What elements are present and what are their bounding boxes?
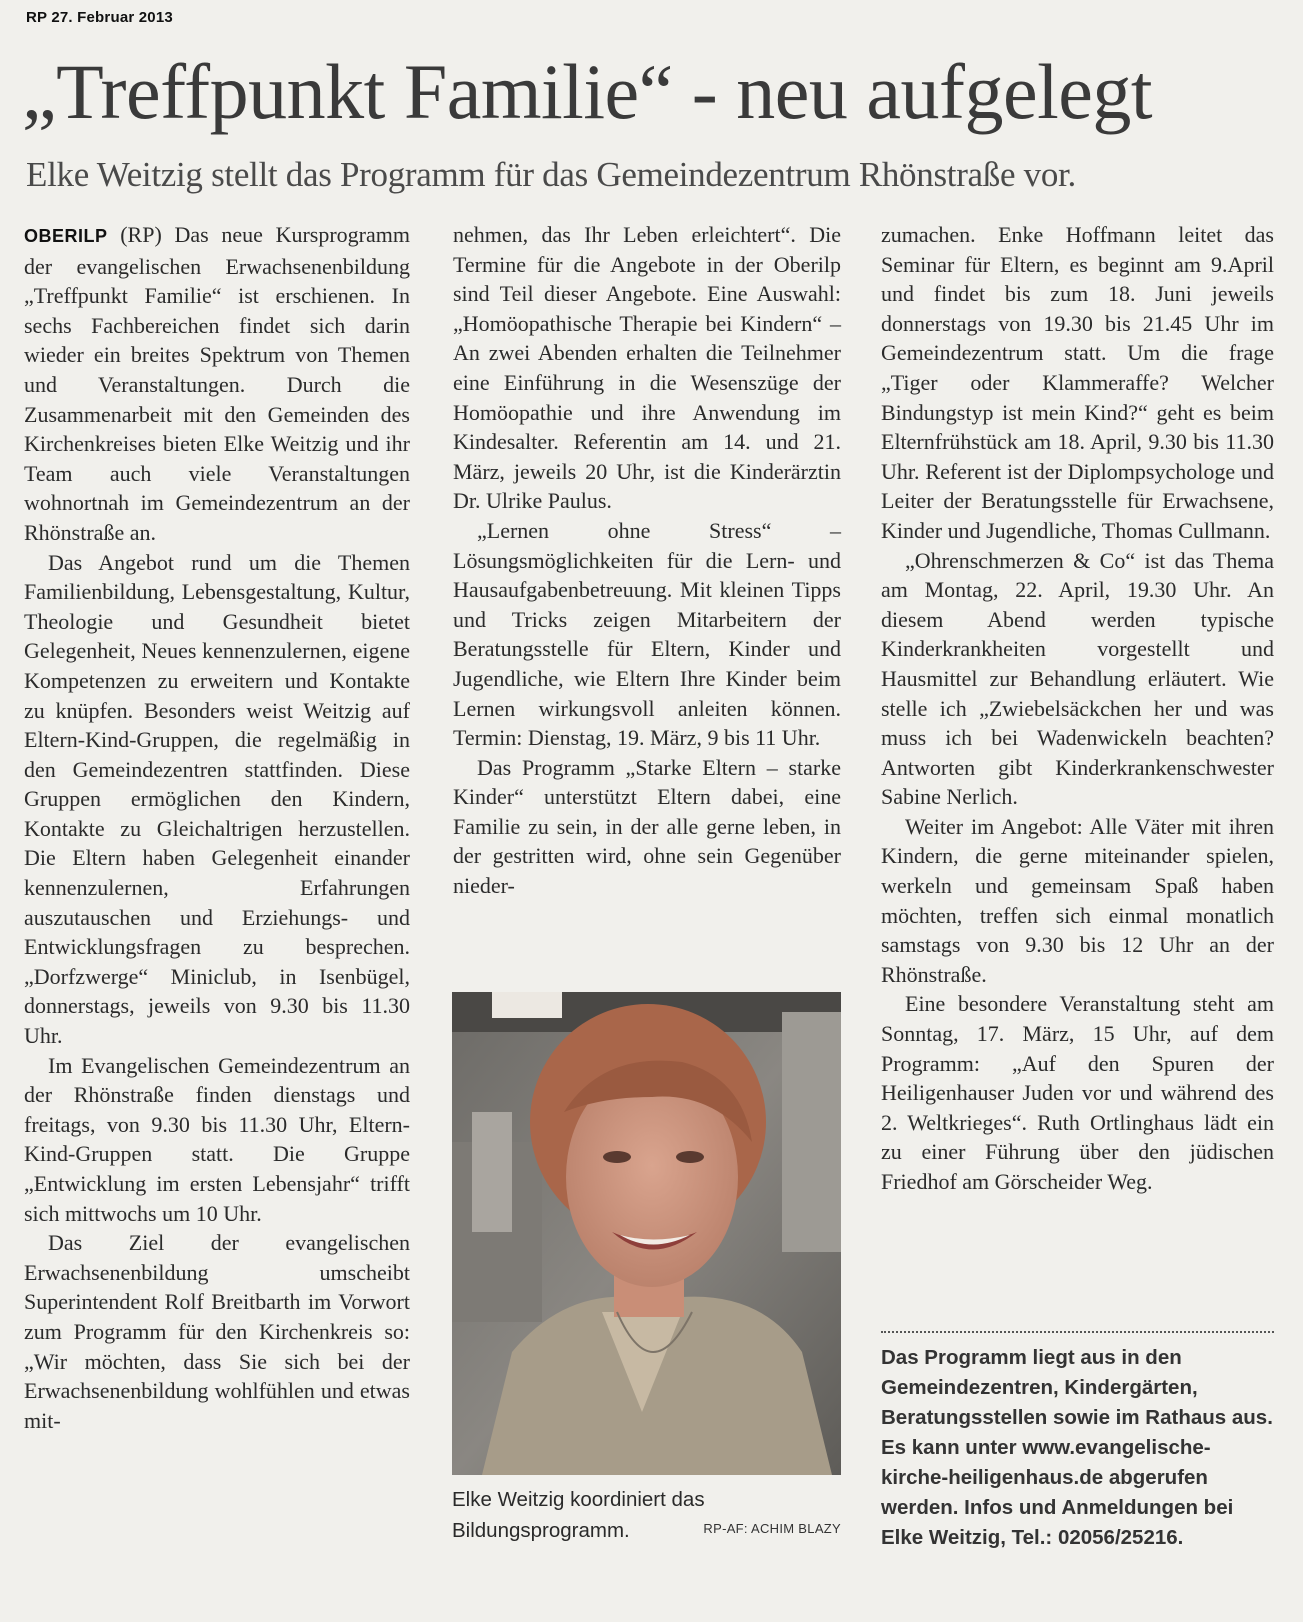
subheadline: Elke Weitzig stellt das Programm für das Gemeindezentrum Rhönstraße vor. bbox=[26, 155, 1076, 194]
location-dateline: OBERILP bbox=[24, 226, 108, 246]
article-paragraph: Eine besondere Veranstaltung steht am Sonntag, 17. März, 15 Uhr, auf dem Programm: „Auf den Spuren der Heiligenhauser Juden vor und während des 2. Weltkrieges“. Ruth Ortlinghaus lädt ein zu einer Führung über den jüdischen Friedhof am Görscheider Weg. bbox=[881, 991, 1274, 1194]
paragraph-text: (RP) Das neue Kursprogramm der evangelischen Erwachsenenbildung „Treffpunkt Familie“ ist erschienen. In sechs Fachbereichen findet sich darin wieder ein breites Spektrum von Themen und Veranstaltungen. Durch die Zusammenarbeit mit den Gemeinden des Kirchenkreises bieten Elke Weitzig und ihr Team auch viele Veranstaltungen wohnortnah im Gemeindezentrum an der Rhönstraße an. bbox=[24, 222, 410, 545]
article-paragraph: Das Programm „Starke Eltern – starke Kinder“ unterstützt Eltern dabei, eine Familie zu sein, in der alle gerne leben, in der gestritten wird, ohne sein Gegenüber nieder- bbox=[453, 754, 841, 899]
dateline: RP 27. Februar 2013 bbox=[26, 9, 173, 26]
article-paragraph: Im Evangelischen Gemeindezentrum an der Rhönstraße finden dienstags und freitags, von 9.30 bis 11.30 Uhr, Eltern-Kind-Gruppen statt. Die Gruppe „Entwicklung im ersten Lebensjahr“ trifft sich mittwochs um 10 Uhr. bbox=[24, 1052, 410, 1226]
photo-credit: RP-AF: ACHIM BLAZY bbox=[703, 1521, 841, 1536]
article-paragraph: „Ohrenschmerzen & Co“ ist das Thema am Montag, 22. April, 19.30 Uhr. An diesem Abend werden typische Kinderkrankheiten vorgestellt und Hausmittel zur Behandlung erläutert. Wie stelle ich „Zwiebelsäckchen her und was muss ich bei Wadenwickeln beachten? Antworten gibt Kinderkrankenschwester Sabine Nerlich. bbox=[881, 547, 1274, 810]
article-paragraph bbox=[24, 220, 410, 548]
headline: „Treffpunkt Familie“ - neu aufgelegt bbox=[22, 48, 1153, 135]
article-paragraph: Das Ziel der evangelischen Erwachsenenbildung umscheibt Superintendent Rolf Breitbarth im Vorwort zum Programm für den Kirchenkreis so: „Wir möchten, dass Sie sich bei der Erwachsenenbildung wohlfühlen und etwas mit- bbox=[24, 1230, 410, 1433]
article-paragraph: Das Angebot rund um die Themen Familienbildung, Lebensgestaltung, Kultur, Theologie und Gesundheit bietet Gelegenheit, Neues kennenzulernen, eigene Kompetenzen zu erweitern und Kontakte zu knüpfen. Besonders weist Weitzig auf Eltern-Kind-Gruppen, die regelmäßig in den Gemeindezentren stattfinden. Diese Gruppen ermöglichen den Kindern, Kontakte zu Gleichaltrigen herzustellen. Die Eltern haben Gelegenheit einander kennenzulernen, Erfahrungen auszutauschen und Erziehungs- und Entwicklungsfragen zu besprechen. „Dorfzwerge“ Miniclub, in Isenbügel, donnerstags, jeweils von 9.30 bis 11.30 Uhr. bbox=[24, 549, 410, 1049]
info-box: Das Programm liegt aus in den Gemeindezentren, Kindergärten, Beratungsstellen sowie im Rathaus aus. Es kann unter www.evangelische-kirche-heiligenhaus.de abgerufen werden. Infos und Anmeldungen bei Elke Weitzig, Tel.: 02056/25216. bbox=[881, 1331, 1274, 1553]
article-paragraph: nehmen, das Ihr Leben erleichtert“. Die Termine für die Angebote in der Oberilp sind Teil dieser Angebote. Eine Auswahl: „Homöopathische Therapie bei Kindern“ – An zwei Abenden erhalten die Teilnehmer eine Einführung in die Wesenszüge der Homöopathie und ihre Anwendung im Kindesalter. Referentin am 14. und 21. März, jeweils 20 Uhr, ist die Kinderärztin Dr. Ulrike Paulus. bbox=[453, 222, 841, 514]
caption-text: Elke Weitzig koordiniert das Bildungsprogramm. bbox=[452, 1488, 705, 1542]
portrait-photo bbox=[452, 992, 841, 1475]
article-column-1 bbox=[24, 220, 410, 1435]
article-column-2 bbox=[453, 220, 841, 901]
article-paragraph: „Lernen ohne Stress“ – Lösungsmöglichkeiten für die Lern- und Hausaufgabenbetreuung. Mit kleinen Tipps und Tricks zeigen Mitarbeitern der Beratungsstelle für Eltern, Kinder und Jugendliche, wie Eltern Ihre Kinder beim Lernen wirkungsvoll anleiten können. Termin: Dienstag, 19. März, 9 bis 11 Uhr. bbox=[453, 517, 841, 751]
article-column-3 bbox=[881, 220, 1274, 1197]
article-paragraph: Weiter im Angebot: Alle Väter mit ihren Kindern, die gerne miteinander spielen, werkeln und gemeinsam Spaß haben möchten, treffen sich einmal monatlich samstags von 9.30 bis 12 Uhr an der Rhönstraße. bbox=[881, 813, 1274, 987]
photo-caption bbox=[452, 1484, 841, 1546]
article-paragraph: zumachen. Enke Hoffmann leitet das Seminar für Eltern, es beginnt am 9.April und findet bis zum 18. Juni jeweils donnerstags von 19.30 bis 21.45 Uhr im Gemeindezentrum statt. Um die frage „Tiger oder Klammeraffe? Welcher Bindungstyp ist mein Kind?“ geht es beim Elternfrühstück am 18. April, 9.30 bis 11.30 Uhr. Referent ist der Diplompsychologe und Leiter der Beratungsstelle für Erwachsene, Kinder und Jugendliche, Thomas Cullmann. bbox=[881, 222, 1274, 543]
